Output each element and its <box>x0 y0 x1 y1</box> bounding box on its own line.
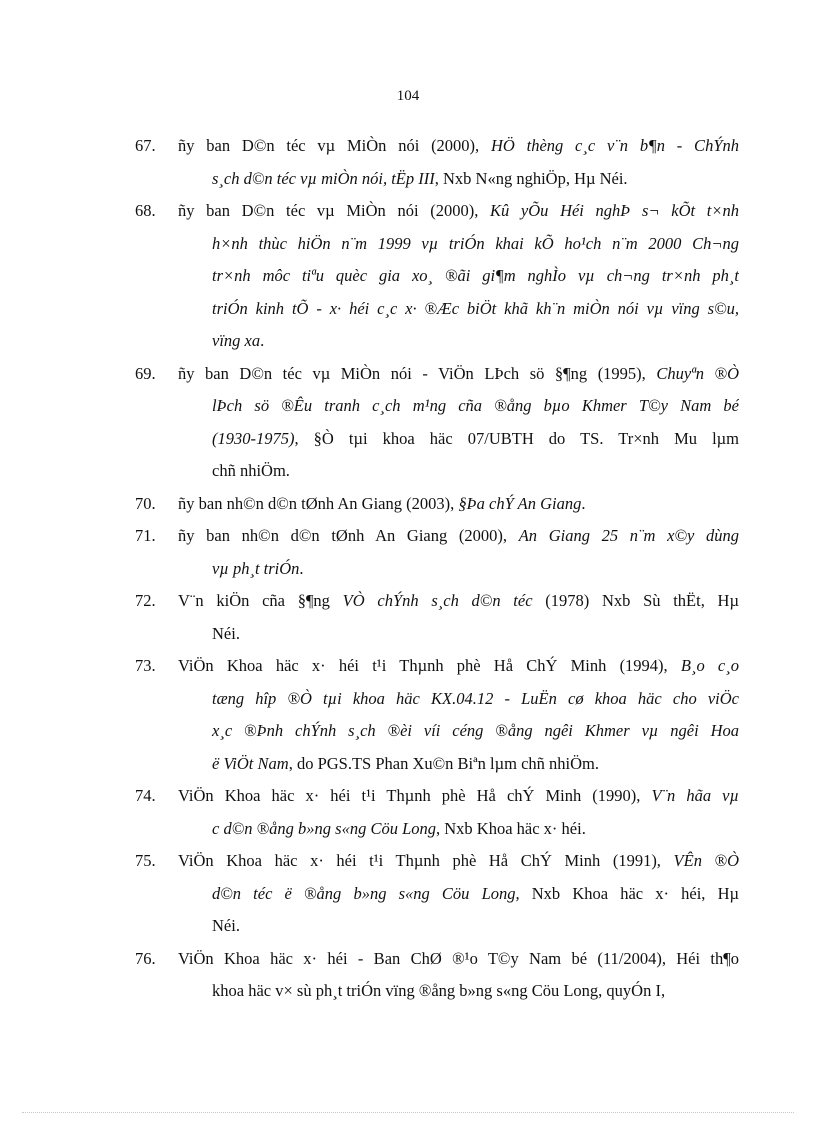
reference-text: ViÖn Khoa häc x· héi - Ban ChØ ®¹o T©y Nam bé (11/2004), Héi th¶o <box>178 948 739 968</box>
reference-line <box>135 130 739 163</box>
reference-title-text: tr×nh môc tiªu quèc gia xo¸ ®ãi gi¶m nghÌo vµ ch¬ng tr×nh ph¸t <box>212 266 739 285</box>
reference-line <box>135 845 739 878</box>
reference-title-text: ë ViÖt Nam <box>212 753 289 773</box>
reference-text: chñ nhiÖm. <box>212 461 290 480</box>
reference-text: ñy ban D©n téc vµ MiÒn nói (2000), <box>178 201 490 220</box>
reference-title-text: (1930-1975) <box>212 428 295 448</box>
reference-line <box>135 975 739 1008</box>
reference-title-text: s¸ch d©n téc vµ miÒn nói, tËp III <box>212 168 435 188</box>
reference-text: ViÖn Khoa häc x· héi t¹i Thµnh phè Hå chÝ Minh (1990), <box>178 786 652 805</box>
reference-text: , do PGS.TS Phan Xu©n Biªn lµm chñ nhiÖm. <box>288 753 600 773</box>
reference-line <box>135 943 739 976</box>
reference-line <box>135 748 739 781</box>
reference-text: ViÖn Khoa häc x· héi t¹i Thµnh phè Hå ChÝ Minh (1994), <box>178 656 681 675</box>
reference-text: , Nxb N«ng nghiÖp, Hµ Néi. <box>434 168 628 188</box>
reference-text: , §Ò tµi khoa häc 07/UBTH do TS. Tr×nh Mu lµm <box>294 428 739 448</box>
reference-line <box>135 228 739 261</box>
reference-line <box>135 585 739 618</box>
reference-text: (1978) Nxb Sù thËt, Hµ <box>532 591 739 610</box>
reference-line <box>135 488 739 521</box>
reference-line <box>135 390 739 423</box>
reference-item <box>135 488 739 521</box>
reference-text: Nxb Khoa häc x· héi, Hµ <box>519 883 739 903</box>
reference-item <box>135 520 739 585</box>
reference-item <box>135 130 739 195</box>
reference-title-text: An Giang 25 n¨m x©y dùng <box>518 526 739 545</box>
reference-number: 72. <box>135 591 156 610</box>
reference-line <box>135 650 739 683</box>
reference-line <box>135 260 739 293</box>
reference-number: 68. <box>135 201 156 220</box>
reference-title-text: c d©n ®ång b»ng s«ng Cöu Long <box>212 818 436 838</box>
reference-text: Néi. <box>212 623 240 643</box>
reference-text: ñy ban nh©n d©n tØnh An Giang (2000), <box>178 526 519 545</box>
reference-title-text: lÞch sö ®Êu tranh c¸ch m¹ng cña ®ång bµo Khmer T©y Nam bé <box>212 396 739 415</box>
reference-line <box>135 358 739 391</box>
reference-item <box>135 845 739 943</box>
reference-title-text: x¸c ®Þnh chÝnh s¸ch ®èi víi céng ®ång ngêi Khmer vµ ngêi Hoa <box>212 721 739 740</box>
reference-number: 73. <box>135 656 156 675</box>
reference-title-text: d©n téc ë ®ång b»ng s«ng Cöu Long, <box>212 883 520 903</box>
reference-title-text: VÒ chÝnh s¸ch d©n téc <box>342 591 533 610</box>
reference-line <box>135 813 739 846</box>
reference-item <box>135 650 739 780</box>
reference-text: ñy ban D©n téc vµ MiÒn nói (2000), <box>178 136 491 155</box>
reference-title-text: vµ ph¸t triÓn <box>212 558 300 578</box>
reference-number: 69. <box>135 363 156 383</box>
reference-item <box>135 780 739 845</box>
reference-text: V¨n kiÖn cña §¶ng <box>178 591 343 610</box>
reference-item <box>135 943 739 1008</box>
reference-line <box>135 195 739 228</box>
reference-title-text: vïng xa <box>212 331 261 350</box>
reference-text: , Nxb Khoa häc x· héi. <box>436 818 586 838</box>
reference-title-text: tæng hîp ®Ò tµi khoa häc KX.04.12 - LuËn cø khoa häc cho viÖc <box>212 688 739 708</box>
reference-title-text: Kû yÕu Héi nghÞ s¬ kÕt t×nh <box>489 201 739 220</box>
reference-line <box>135 878 739 911</box>
reference-item <box>135 585 739 650</box>
page-bottom-divider <box>22 1112 794 1113</box>
reference-line <box>135 163 739 196</box>
reference-number: 71. <box>135 526 156 545</box>
reference-title-text: HÖ thèng c¸c v¨n b¶n - ChÝnh <box>490 136 739 155</box>
reference-title-text: VÊn ®Ò <box>673 851 739 870</box>
reference-line <box>135 910 739 943</box>
reference-text: ñy ban nh©n d©n tØnh An Giang (2003), <box>178 493 459 513</box>
reference-line <box>135 780 739 813</box>
reference-line <box>135 715 739 748</box>
reference-item <box>135 195 739 358</box>
reference-title-text: h×nh thùc hiÖn n¨m 1999 vµ triÓn khai kÕ ho¹ch n¨m 2000 Ch¬ng <box>212 233 739 253</box>
page-number: 104 <box>396 88 420 104</box>
reference-number: 67. <box>135 136 156 155</box>
reference-title-text: B¸o c¸o <box>680 656 739 675</box>
reference-text: ñy ban D©n téc vµ MiÒn nói - ViÖn LÞch sö §¶ng (1995), <box>178 363 657 383</box>
reference-line <box>135 325 739 358</box>
reference-text: Néi. <box>212 916 240 935</box>
reference-text: . <box>260 331 265 350</box>
reference-title-text: Chuyªn ®Ò <box>656 363 739 383</box>
reference-list <box>135 130 739 1008</box>
reference-number: 70. <box>135 493 156 513</box>
reference-title-text: §Þa chÝ An Giang <box>458 493 582 513</box>
reference-line <box>135 520 739 553</box>
reference-line <box>135 683 739 716</box>
reference-line <box>135 293 739 326</box>
reference-number: 76. <box>135 948 156 968</box>
reference-line <box>135 423 739 456</box>
reference-item <box>135 358 739 488</box>
reference-title-text: V¨n hãa vµ <box>651 786 739 805</box>
reference-text: . <box>581 493 586 513</box>
reference-text: . <box>299 558 304 578</box>
reference-title-text: triÓn kinh tÕ - x· héi c¸c x· ®Æc biÖt khã kh¨n miÒn nói vµ vïng s©u, <box>212 298 739 318</box>
reference-line <box>135 455 739 488</box>
reference-number: 75. <box>135 851 156 870</box>
reference-text: ViÖn Khoa häc x· héi t¹i Thµnh phè Hå ChÝ Minh (1991), <box>178 851 674 870</box>
reference-text: khoa häc v× sù ph¸t triÓn vïng ®ång b»ng s«ng Cöu Long, quyÓn I, <box>212 981 666 1000</box>
reference-line <box>135 618 739 651</box>
reference-line <box>135 553 739 586</box>
reference-number: 74. <box>135 786 156 805</box>
